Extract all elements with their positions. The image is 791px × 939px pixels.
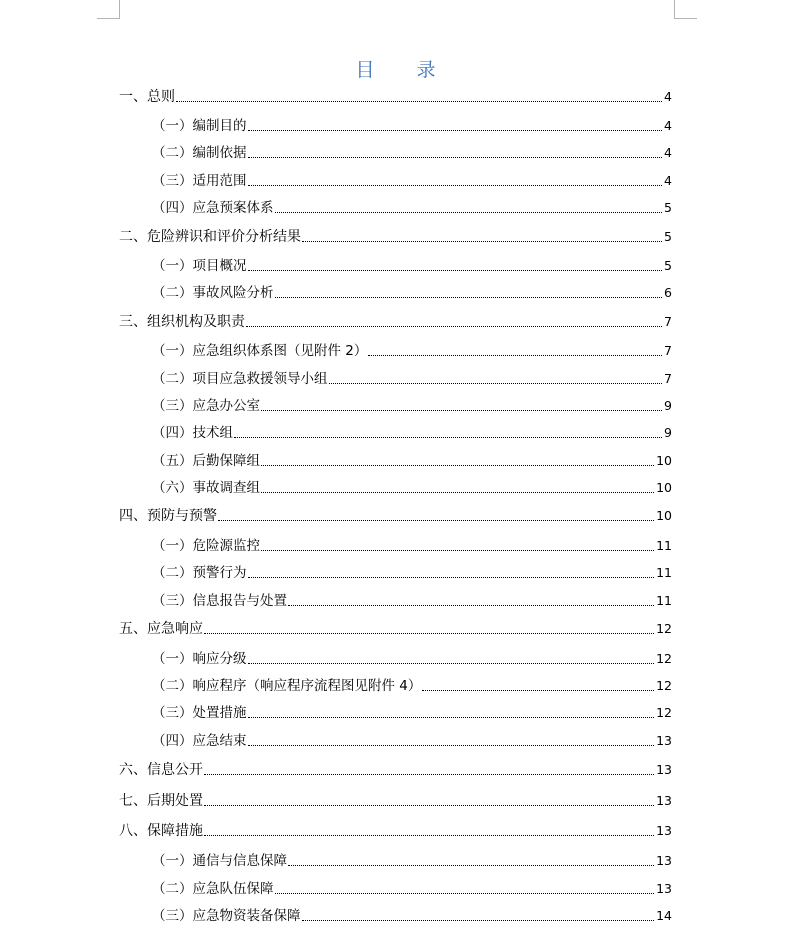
toc-entry-label: （四）应急结束 — [152, 733, 247, 749]
toc-page-number: 5 — [664, 229, 672, 244]
toc-dot-leader — [248, 269, 663, 271]
toc-dot-leader — [275, 296, 663, 298]
toc-entry-label: （二）项目应急救援领导小组 — [152, 371, 328, 387]
toc-entry-label: 三、组织机构及职责 — [119, 314, 245, 330]
toc-dot-leader — [248, 576, 655, 578]
toc-page-number: 13 — [656, 823, 672, 838]
toc-dot-leader — [275, 211, 663, 213]
toc-dot-leader — [261, 464, 654, 466]
toc-entry-label: （二）响应程序（响应程序流程图见附件 4） — [152, 678, 422, 694]
toc-entry-label: （四）应急预案体系 — [152, 200, 274, 216]
toc-entry[interactable] — [119, 228, 672, 246]
toc-page-number: 13 — [656, 853, 672, 868]
toc-entry[interactable] — [152, 907, 672, 925]
toc-dot-leader — [176, 100, 662, 102]
toc-entry-label: （一）应急组织体系图（见附件 2） — [152, 343, 368, 359]
toc-entry-label: （一）危险源监控 — [152, 538, 260, 554]
toc-dot-leader — [204, 632, 654, 634]
toc-entry[interactable] — [152, 704, 672, 722]
toc-entry[interactable] — [152, 284, 672, 302]
toc-entry-label: （三）应急物资装备保障 — [152, 908, 301, 924]
toc-entry[interactable] — [152, 880, 672, 898]
toc-page-number: 4 — [664, 89, 672, 104]
toc-entry-label: 六、信息公开 — [119, 762, 203, 778]
toc-dot-leader — [261, 409, 662, 411]
toc-page-number: 4 — [664, 145, 672, 160]
toc-entry[interactable] — [152, 852, 672, 870]
toc-page-number: 11 — [656, 538, 672, 553]
toc-page-number: 5 — [664, 200, 672, 215]
toc-page-number: 12 — [656, 621, 672, 636]
toc-entry[interactable] — [152, 592, 672, 610]
toc-entry[interactable] — [119, 507, 672, 525]
toc-dot-leader — [246, 325, 662, 327]
toc-page-number: 12 — [656, 678, 672, 693]
toc-page-number: 5 — [664, 258, 672, 273]
toc-page-number: 7 — [664, 371, 672, 386]
toc-page-number: 12 — [656, 651, 672, 666]
toc-page-number: 7 — [664, 314, 672, 329]
toc-entry-label: （二）预警行为 — [152, 565, 247, 581]
toc-page-number: 9 — [664, 425, 672, 440]
toc-dot-leader — [275, 892, 655, 894]
toc-entry-label: 一、总则 — [119, 89, 175, 105]
toc-entry-label: （五）后勤保障组 — [152, 453, 260, 469]
toc-entry[interactable] — [152, 144, 672, 162]
toc-dot-leader — [302, 919, 655, 921]
toc-dot-leader — [422, 689, 654, 691]
toc-title-char-1: 目 — [355, 59, 375, 81]
toc-entry[interactable] — [152, 452, 672, 470]
toc-page-number: 7 — [664, 343, 672, 358]
toc-dot-leader — [248, 744, 655, 746]
toc-entry-label: （二）应急队伍保障 — [152, 881, 274, 897]
toc-page-number: 13 — [656, 762, 672, 777]
toc-title — [0, 55, 791, 83]
toc-entry-label: 二、危险辨识和评价分析结果 — [119, 229, 301, 245]
toc-page-number: 10 — [656, 508, 672, 523]
toc-dot-leader — [302, 240, 662, 242]
toc-page-number: 13 — [656, 733, 672, 748]
toc-entry-label: （二）事故风险分析 — [152, 285, 274, 301]
toc-page-number: 12 — [656, 705, 672, 720]
toc-page-number: 13 — [656, 793, 672, 808]
toc-entry[interactable] — [119, 761, 672, 779]
toc-entry-label: （二）编制依据 — [152, 145, 247, 161]
crop-mark-top-left — [97, 0, 120, 19]
toc-entry-label: 五、应急响应 — [119, 621, 203, 637]
toc-dot-leader — [368, 354, 662, 356]
toc-entry-label: （三）处置措施 — [152, 705, 247, 721]
toc-entry[interactable] — [152, 479, 672, 497]
toc-dot-leader — [288, 604, 654, 606]
toc-entry[interactable] — [152, 117, 672, 135]
toc-dot-leader — [234, 436, 662, 438]
toc-dot-leader — [248, 184, 663, 186]
toc-entry[interactable] — [152, 172, 672, 190]
toc-dot-leader — [248, 156, 663, 158]
crop-mark-top-right — [674, 0, 697, 19]
toc-entry-label: （三）适用范围 — [152, 173, 247, 189]
toc-entry[interactable] — [152, 424, 672, 442]
toc-entry-label: 四、预防与预警 — [119, 508, 217, 524]
toc-entry[interactable] — [152, 677, 672, 695]
toc-entry-label: 八、保障措施 — [119, 823, 203, 839]
toc-page-number: 4 — [664, 173, 672, 188]
toc-page-number: 4 — [664, 118, 672, 133]
toc-entry[interactable] — [152, 397, 672, 415]
toc-page-number: 11 — [656, 593, 672, 608]
toc-dot-leader — [204, 834, 654, 836]
toc-entry[interactable] — [152, 537, 672, 555]
toc-entry-label: （一）通信与信息保障 — [152, 853, 287, 869]
toc-entry-label: （一）项目概况 — [152, 258, 247, 274]
toc-page-number: 9 — [664, 398, 672, 413]
toc-entry[interactable] — [119, 88, 672, 106]
toc-entry-label: （六）事故调查组 — [152, 480, 260, 496]
toc-entry[interactable] — [119, 620, 672, 638]
toc-page-number: 6 — [664, 285, 672, 300]
toc-entry-label: （一）编制目的 — [152, 118, 247, 134]
toc-dot-leader — [261, 549, 654, 551]
toc-entry-label: 七、后期处置 — [119, 793, 203, 809]
toc-entry-label: （一）响应分级 — [152, 651, 247, 667]
toc-entry[interactable] — [152, 199, 672, 217]
toc-entry-label: （四）技术组 — [152, 425, 233, 441]
toc-dot-leader — [288, 864, 654, 866]
toc-entry[interactable] — [119, 792, 672, 810]
toc-entry[interactable] — [152, 257, 672, 275]
toc-dot-leader — [204, 773, 654, 775]
toc-entry[interactable] — [152, 564, 672, 582]
toc-page-number: 11 — [656, 565, 672, 580]
toc-dot-leader — [204, 804, 654, 806]
toc-entry-label: （三）应急办公室 — [152, 398, 260, 414]
toc-page-number: 10 — [656, 453, 672, 468]
toc-dot-leader — [261, 491, 654, 493]
toc-page-number: 10 — [656, 480, 672, 495]
toc-entry[interactable] — [152, 370, 672, 388]
toc-dot-leader — [248, 129, 663, 131]
toc-dot-leader — [329, 382, 663, 384]
toc-entry[interactable] — [119, 822, 672, 840]
toc-dot-leader — [248, 716, 655, 718]
toc-page-number: 13 — [656, 881, 672, 896]
toc-dot-leader — [218, 519, 654, 521]
toc-entry-label: （三）信息报告与处置 — [152, 593, 287, 609]
toc-page-number: 14 — [656, 908, 672, 923]
toc-entry[interactable] — [119, 313, 672, 331]
toc-entry[interactable] — [152, 732, 672, 750]
toc-entry[interactable] — [152, 650, 672, 668]
toc-dot-leader — [248, 662, 655, 664]
toc-title-char-2: 录 — [416, 59, 436, 81]
toc-entry[interactable] — [152, 342, 672, 360]
